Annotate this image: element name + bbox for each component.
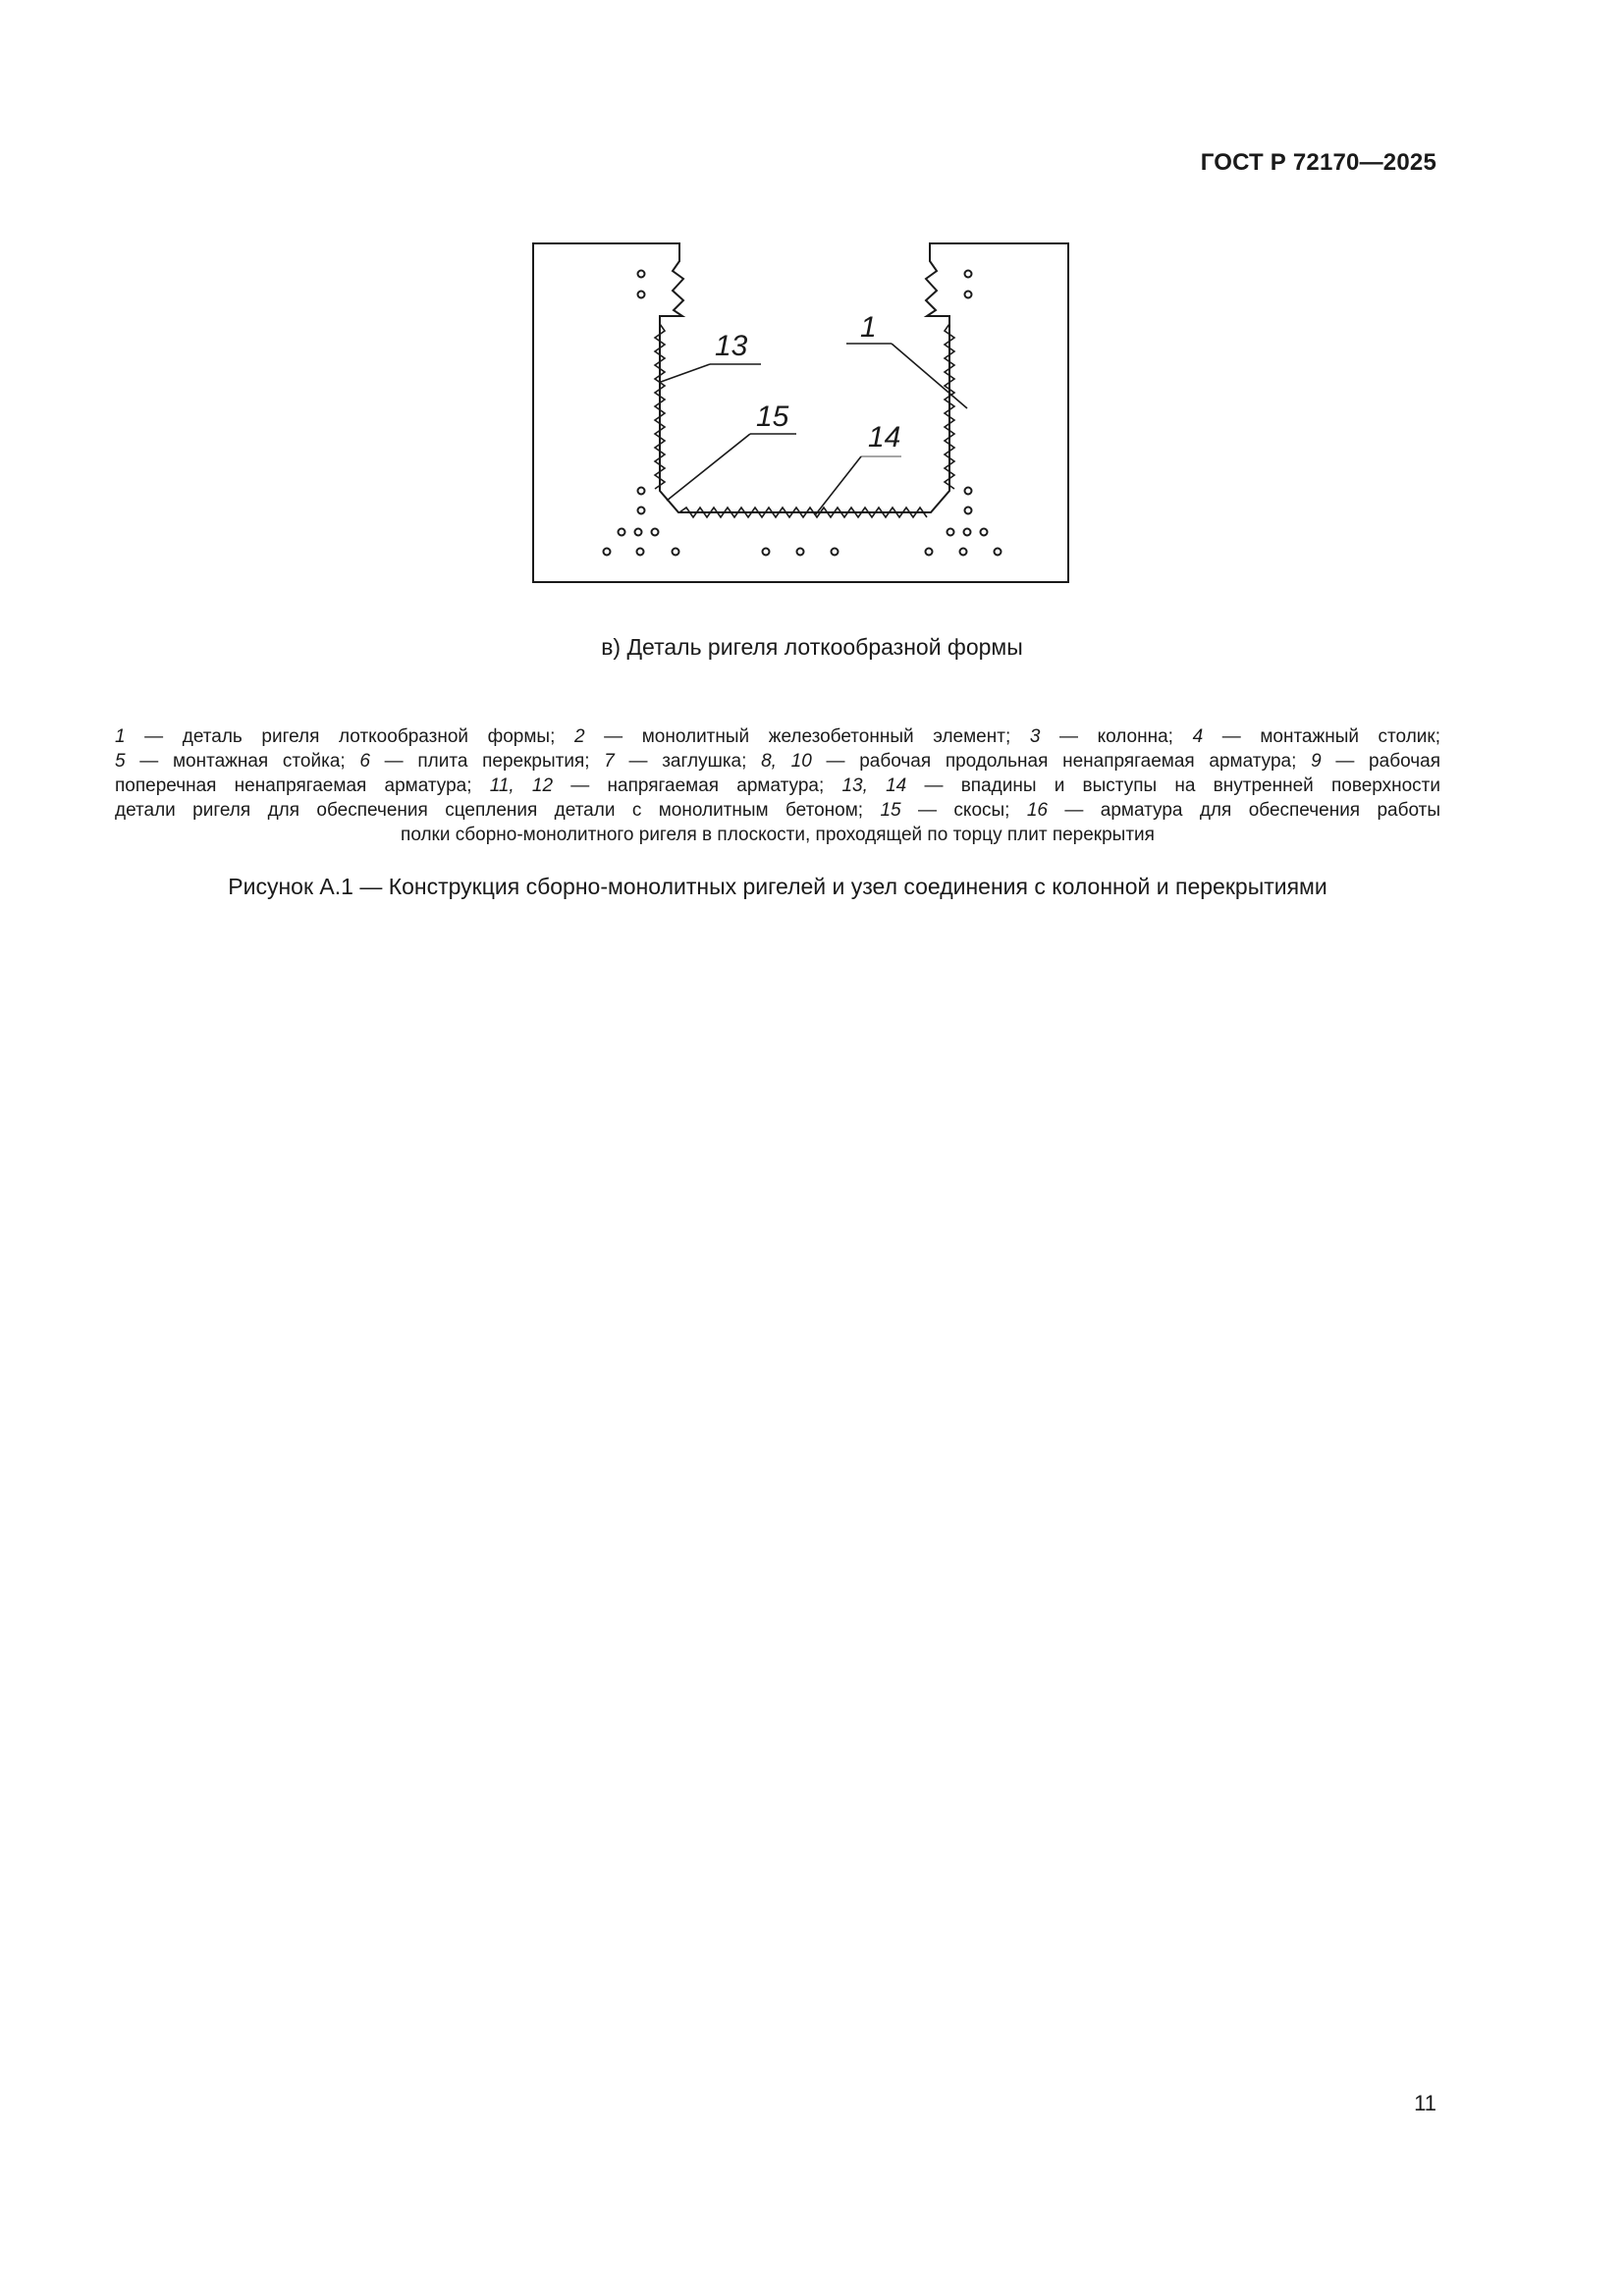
legend-item-text: — впадины и выступы на внутренней поверхности xyxy=(906,775,1440,796)
legend-item-number: 3 xyxy=(1029,726,1041,747)
rebar-dot xyxy=(995,549,1001,556)
rebar-dot xyxy=(673,549,679,556)
rebar-dot xyxy=(960,549,967,556)
rebar-dot xyxy=(965,271,972,278)
document-id: ГОСТ Р 72170—2025 xyxy=(1200,149,1436,176)
legend-item-text: — рабочая xyxy=(1321,751,1440,772)
rebar-dot xyxy=(638,271,645,278)
legend-item-text: детали ригеля для обеспечения сцепления детали с монолитным бетоном; xyxy=(115,800,881,821)
legend-line xyxy=(115,724,1440,749)
rebar-dot xyxy=(604,549,611,556)
rebar-dot xyxy=(981,529,988,536)
leader-13-pointer xyxy=(661,364,710,382)
rebar-dot xyxy=(947,529,954,536)
legend-item-text: — монтажный столик; xyxy=(1203,726,1440,747)
legend-item-number: 2 xyxy=(573,726,585,747)
rebar-dot xyxy=(965,507,972,514)
legend-item-text: поперечная ненапрягаемая арматура; xyxy=(115,775,490,796)
trough-girder-drawing xyxy=(0,0,1624,609)
rebar-dot xyxy=(965,488,972,495)
leader-lines xyxy=(661,344,967,515)
figure-subcaption: в) Деталь ригеля лоткообразной формы xyxy=(601,634,1023,660)
rebar-dot xyxy=(638,292,645,298)
rebar-dot xyxy=(638,507,645,514)
legend-item-text: — заглушка; xyxy=(614,751,762,772)
legend-item-text: — плита перекрытия; xyxy=(369,751,605,772)
legend-line xyxy=(115,823,1440,847)
rebar-dot xyxy=(763,549,770,556)
rebar-dot xyxy=(965,292,972,298)
legend-item-number: 13, 14 xyxy=(841,775,907,796)
legend-item-text: — деталь ригеля лоткообразной формы; xyxy=(125,726,574,747)
callout-1: 1 xyxy=(860,311,877,344)
legend-item-number: 9 xyxy=(1311,751,1322,772)
rebar-dot xyxy=(832,549,839,556)
rebar-dot xyxy=(638,488,645,495)
callout-13: 13 xyxy=(715,330,748,362)
legend-item-number: 6 xyxy=(359,751,370,772)
rebar-dot xyxy=(619,529,625,536)
rebar-dot xyxy=(797,549,804,556)
figure-legend xyxy=(115,724,1440,847)
rebar-dot xyxy=(635,529,642,536)
legend-line xyxy=(115,749,1440,774)
legend-item-text: полки сборно-монолитного ригеля в плоскости, проходящей по торцу плит перекрытия xyxy=(401,825,1155,845)
rebar-dot xyxy=(652,529,659,536)
legend-item-number: 16 xyxy=(1026,800,1048,821)
legend-item-number: 4 xyxy=(1192,726,1204,747)
leader-15-pointer xyxy=(667,434,750,501)
leader-14-pointer xyxy=(815,456,861,515)
legend-item-number: 11, 12 xyxy=(489,775,554,796)
legend-item-number: 8, 10 xyxy=(761,751,812,772)
callout-15: 15 xyxy=(756,400,789,433)
legend-item-number: 5 xyxy=(115,751,126,772)
legend-item-number: 1 xyxy=(115,726,126,747)
legend-item-text: — монтажная стойка; xyxy=(125,751,360,772)
legend-item-text: — рабочая продольная ненапрягаемая арматура; xyxy=(811,751,1312,772)
figure-title: Рисунок А.1 — Конструкция сборно-монолитных ригелей и узел соединения с колонной и перекрытиями xyxy=(228,874,1327,899)
legend-item-text: — монолитный железобетонный элемент; xyxy=(584,726,1030,747)
legend-item-text: — скосы; xyxy=(900,800,1027,821)
rebar-dot xyxy=(964,529,971,536)
legend-item-text: — колонна; xyxy=(1040,726,1193,747)
rebar-dot xyxy=(637,549,644,556)
legend-line xyxy=(115,798,1440,823)
rebar-dot xyxy=(926,549,933,556)
legend-item-number: 7 xyxy=(604,751,615,772)
legend-item-number: 15 xyxy=(880,800,901,821)
page-number: 11 xyxy=(1414,2091,1436,2115)
legend-item-text: — напрягаемая арматура; xyxy=(553,775,842,796)
leader-1-pointer xyxy=(892,344,967,408)
legend-line xyxy=(115,774,1440,798)
callout-14: 14 xyxy=(868,421,901,454)
legend-item-text: — арматура для обеспечения работы xyxy=(1047,800,1441,821)
